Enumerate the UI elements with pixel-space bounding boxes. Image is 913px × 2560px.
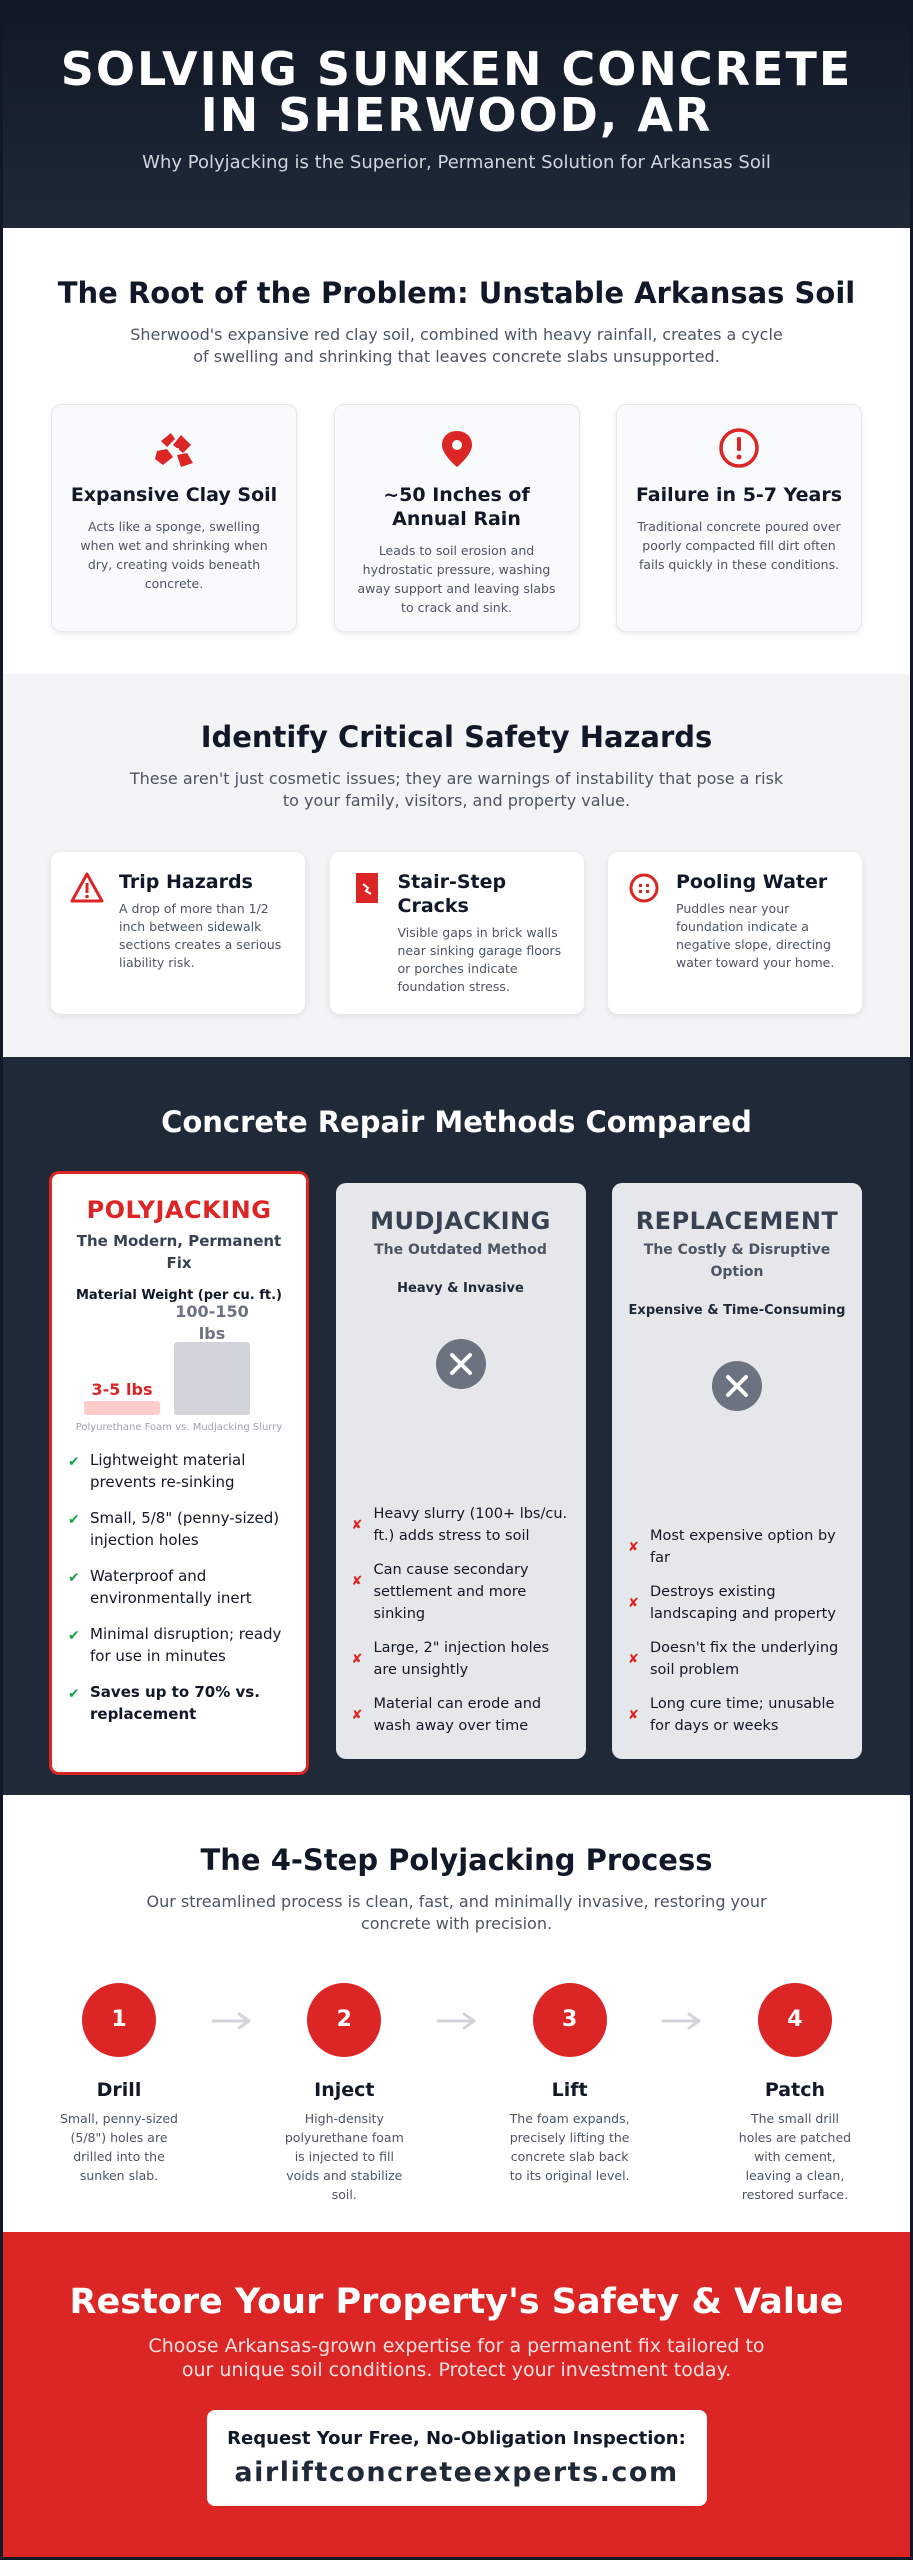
hazard-card-cracks — [330, 852, 584, 1014]
x-mark-icon: ✘ — [628, 1708, 639, 1723]
drawback-item — [352, 1693, 574, 1737]
drawback-item — [628, 1525, 850, 1569]
step-title: Patch — [764, 2079, 825, 2101]
check-icon: ✔ — [68, 1628, 80, 1644]
hazard-card-water — [608, 852, 862, 1014]
step-text: The foam expands, precisely lifting the concrete slab back to its original level. — [509, 2111, 630, 2183]
drawback-text: Destroys existing landscaping and property — [650, 1584, 836, 1622]
drawback-item — [628, 1693, 850, 1737]
step-number: 3 — [533, 1983, 607, 2057]
check-icon: ✔ — [68, 1454, 80, 1470]
arrow-right-icon — [211, 2011, 253, 2031]
hero-title-line2: IN SHERWOOD, AR — [200, 88, 713, 142]
process-title: The 4-Step Polyjacking Process — [200, 1843, 713, 1877]
water-drain-icon — [626, 870, 662, 906]
step-patch — [735, 1983, 855, 2204]
polyjacking-card — [49, 1171, 309, 1775]
hazards-section — [3, 674, 910, 1057]
root-card-text: Acts like a sponge, swelling when wet and shrinking when dry, creating voids beneath concrete. — [80, 519, 268, 591]
cta-description: Choose Arkansas-grown expertise for a permanent fix tailored to our unique soil conditions. Protect your investment today. — [148, 2335, 765, 2381]
x-mark-icon: ✘ — [628, 1540, 639, 1555]
replacement-drawbacks — [628, 1525, 850, 1749]
warning-triangle-icon — [69, 870, 105, 906]
hazard-card-title: Stair-Step Cracks — [397, 871, 507, 917]
hazard-card-trip — [51, 852, 305, 1014]
x-mark-icon: ✘ — [351, 1518, 363, 1533]
drawback-item — [628, 1637, 850, 1681]
hazard-card-text: Puddles near your foundation indicate a negative slope, directing water toward your home. — [676, 901, 835, 970]
drawback-text: Heavy slurry (100+ lbs/cu. ft.) adds stress to soil — [373, 1506, 568, 1544]
step-lift — [510, 1983, 630, 2204]
process-section — [3, 1795, 910, 2232]
benefit-item — [68, 1449, 290, 1493]
drawback-item — [352, 1637, 574, 1681]
cta-title: Restore Your Property's Safety & Value — [69, 2282, 844, 2322]
drawback-text: Material can erode and wash away over time — [373, 1696, 542, 1734]
compare-section — [3, 1057, 910, 1795]
drawback-text: Long cure time; unusable for days or weeks — [650, 1696, 835, 1734]
benefit-item — [68, 1507, 290, 1551]
arrow-right-icon — [436, 2011, 478, 2031]
weight-bar-slurry — [174, 1342, 250, 1415]
weight-bar-polyurethane — [84, 1401, 160, 1415]
weight-chart — [68, 1302, 290, 1433]
alert-circle-icon — [716, 425, 762, 471]
drawback-text: Can cause secondary settlement and more sinking — [373, 1562, 529, 1622]
replacement-tagline: The Costly & Disruptive Option — [643, 1242, 831, 1280]
root-card-text: Traditional concrete poured over poorly compacted fill dirt often fails quickly in these conditions. — [637, 519, 841, 572]
x-circle-icon — [436, 1339, 486, 1389]
hazards-description: These aren't just cosmetic issues; they are warnings of instability that pose a risk to your family, visitors, and property value. — [129, 769, 784, 810]
x-mark-icon: ✘ — [351, 1708, 363, 1723]
root-card-clay — [51, 404, 297, 632]
hazard-card-text: A drop of more than 1/2 inch between sidewalk sections creates a serious liability risk. — [119, 901, 282, 970]
x-mark-icon: ✘ — [351, 1574, 363, 1589]
step-number: 1 — [82, 1983, 156, 2057]
hero-subtitle: Why Polyjacking is the Superior, Permanent Solution for Arkansas Soil — [142, 152, 771, 173]
check-icon: ✔ — [68, 1512, 80, 1528]
check-icon: ✔ — [68, 1570, 80, 1586]
drawback-item — [352, 1559, 574, 1625]
replacement-note: Expensive & Time-Consuming — [628, 1303, 846, 1318]
drawback-text: Most expensive option by far — [650, 1528, 836, 1566]
mudjacking-tagline: The Outdated Method — [374, 1242, 547, 1258]
weight-chart-title: Material Weight (per cu. ft.) — [76, 1288, 282, 1303]
polyjacking-name: POLYJACKING — [86, 1196, 272, 1224]
hero-section — [3, 0, 910, 228]
step-number: 4 — [758, 1983, 832, 2057]
mudjacking-card — [336, 1183, 586, 1759]
drawback-item — [628, 1581, 850, 1625]
polyjacking-tagline: The Modern, Permanent Fix — [76, 1232, 282, 1272]
inspection-request-box[interactable] — [207, 2410, 707, 2506]
root-card-title: Expansive Clay Soil — [70, 484, 278, 506]
cracked-ground-icon — [151, 425, 197, 471]
mudjacking-note: Heavy & Invasive — [397, 1281, 524, 1296]
root-description: Sherwood's expansive red clay soil, combined with heavy rainfall, creates a cycle of swelling and shrinking that leaves concrete slabs unsupported. — [130, 325, 783, 366]
step-inject — [284, 1983, 404, 2204]
step-title: Lift — [551, 2079, 588, 2101]
x-mark-icon: ✘ — [628, 1596, 639, 1611]
replacement-card — [612, 1183, 862, 1759]
drawback-item — [352, 1503, 574, 1547]
check-icon: ✔ — [68, 1686, 80, 1702]
step-number: 2 — [307, 1983, 381, 2057]
root-card-title: Failure in 5-7 Years — [635, 484, 843, 506]
website-link[interactable]: airliftconcreteexperts.com — [234, 2457, 679, 2488]
step-text: Small, penny-sized (5/8") holes are drilled into the sunken slab. — [60, 2111, 178, 2183]
replacement-name: REPLACEMENT — [635, 1207, 839, 1235]
drawback-text: Large, 2" injection holes are unsightly — [373, 1640, 550, 1678]
benefit-text: Lightweight material prevents re-sinking — [90, 1451, 246, 1491]
x-mark-icon: ✘ — [351, 1652, 363, 1667]
weight-chart-caption: Polyurethane Foam vs. Mudjacking Slurry — [75, 1422, 283, 1433]
root-card-title: ~50 Inches of Annual Rain — [383, 484, 530, 530]
benefit-item — [68, 1623, 290, 1667]
root-card-failure — [616, 404, 862, 632]
benefit-text-bold: Saves up to 70% vs. replacement — [90, 1683, 260, 1723]
process-description: Our streamlined process is clean, fast, and minimally invasive, restoring your concrete with precision. — [146, 1892, 767, 1933]
compare-title: Concrete Repair Methods Compared — [161, 1105, 752, 1139]
cta-box-label: Request Your Free, No-Obligation Inspection: — [227, 2428, 686, 2449]
process-steps — [3, 1983, 910, 2204]
drawback-text: Doesn't fix the underlying soil problem — [650, 1640, 839, 1678]
polyjacking-benefits — [68, 1449, 290, 1725]
hazard-card-title: Trip Hazards — [119, 871, 253, 893]
step-title: Drill — [96, 2079, 142, 2101]
root-title: The Root of the Problem: Unstable Arkansas Soil — [57, 276, 856, 310]
arrow-right-icon — [661, 2011, 703, 2031]
benefit-text: Waterproof and environmentally inert — [90, 1567, 252, 1607]
benefit-item — [68, 1681, 290, 1725]
brick-wall-icon — [348, 870, 384, 906]
root-card-text: Leads to soil erosion and hydrostatic pressure, washing away support and leaving slabs to crack and sink. — [357, 543, 556, 615]
benefit-item — [68, 1565, 290, 1609]
mudjacking-name: MUDJACKING — [370, 1207, 551, 1235]
cta-section — [3, 2232, 910, 2560]
benefit-text: Minimal disruption; ready for use in minutes — [90, 1625, 282, 1665]
weight-label-polyurethane: 3-5 lbs — [91, 1380, 153, 1399]
hazard-card-title: Pooling Water — [676, 871, 828, 893]
x-mark-icon: ✘ — [628, 1652, 639, 1667]
benefit-text: Small, 5/8" (penny-sized) injection holes — [90, 1509, 280, 1549]
hazard-cards — [3, 852, 910, 1014]
x-circle-icon — [712, 1361, 762, 1411]
hero-title-line1: SOLVING SUNKEN CONCRETE — [60, 42, 853, 96]
root-cards — [3, 404, 910, 632]
mudjacking-drawbacks — [352, 1503, 574, 1749]
root-problem-section — [3, 228, 910, 674]
step-title: Inject — [314, 2079, 375, 2101]
hero-title — [3, 42, 910, 142]
step-text: High-density polyurethane foam is injected to fill voids and stabilize soil. — [284, 2111, 404, 2202]
rain-drop-icon — [434, 425, 480, 471]
hazards-title: Identify Critical Safety Hazards — [200, 720, 713, 754]
step-text: The small drill holes are patched with cement, leaving a clean, restored surface. — [738, 2111, 852, 2202]
step-drill — [59, 1983, 179, 2204]
weight-label-slurry: 100-150 lbs — [175, 1302, 249, 1343]
compare-columns — [3, 1171, 910, 1775]
root-card-rain — [334, 404, 580, 632]
hazard-card-text: Visible gaps in brick walls near sinking garage floors or porches indicate foundation stress. — [397, 925, 562, 994]
